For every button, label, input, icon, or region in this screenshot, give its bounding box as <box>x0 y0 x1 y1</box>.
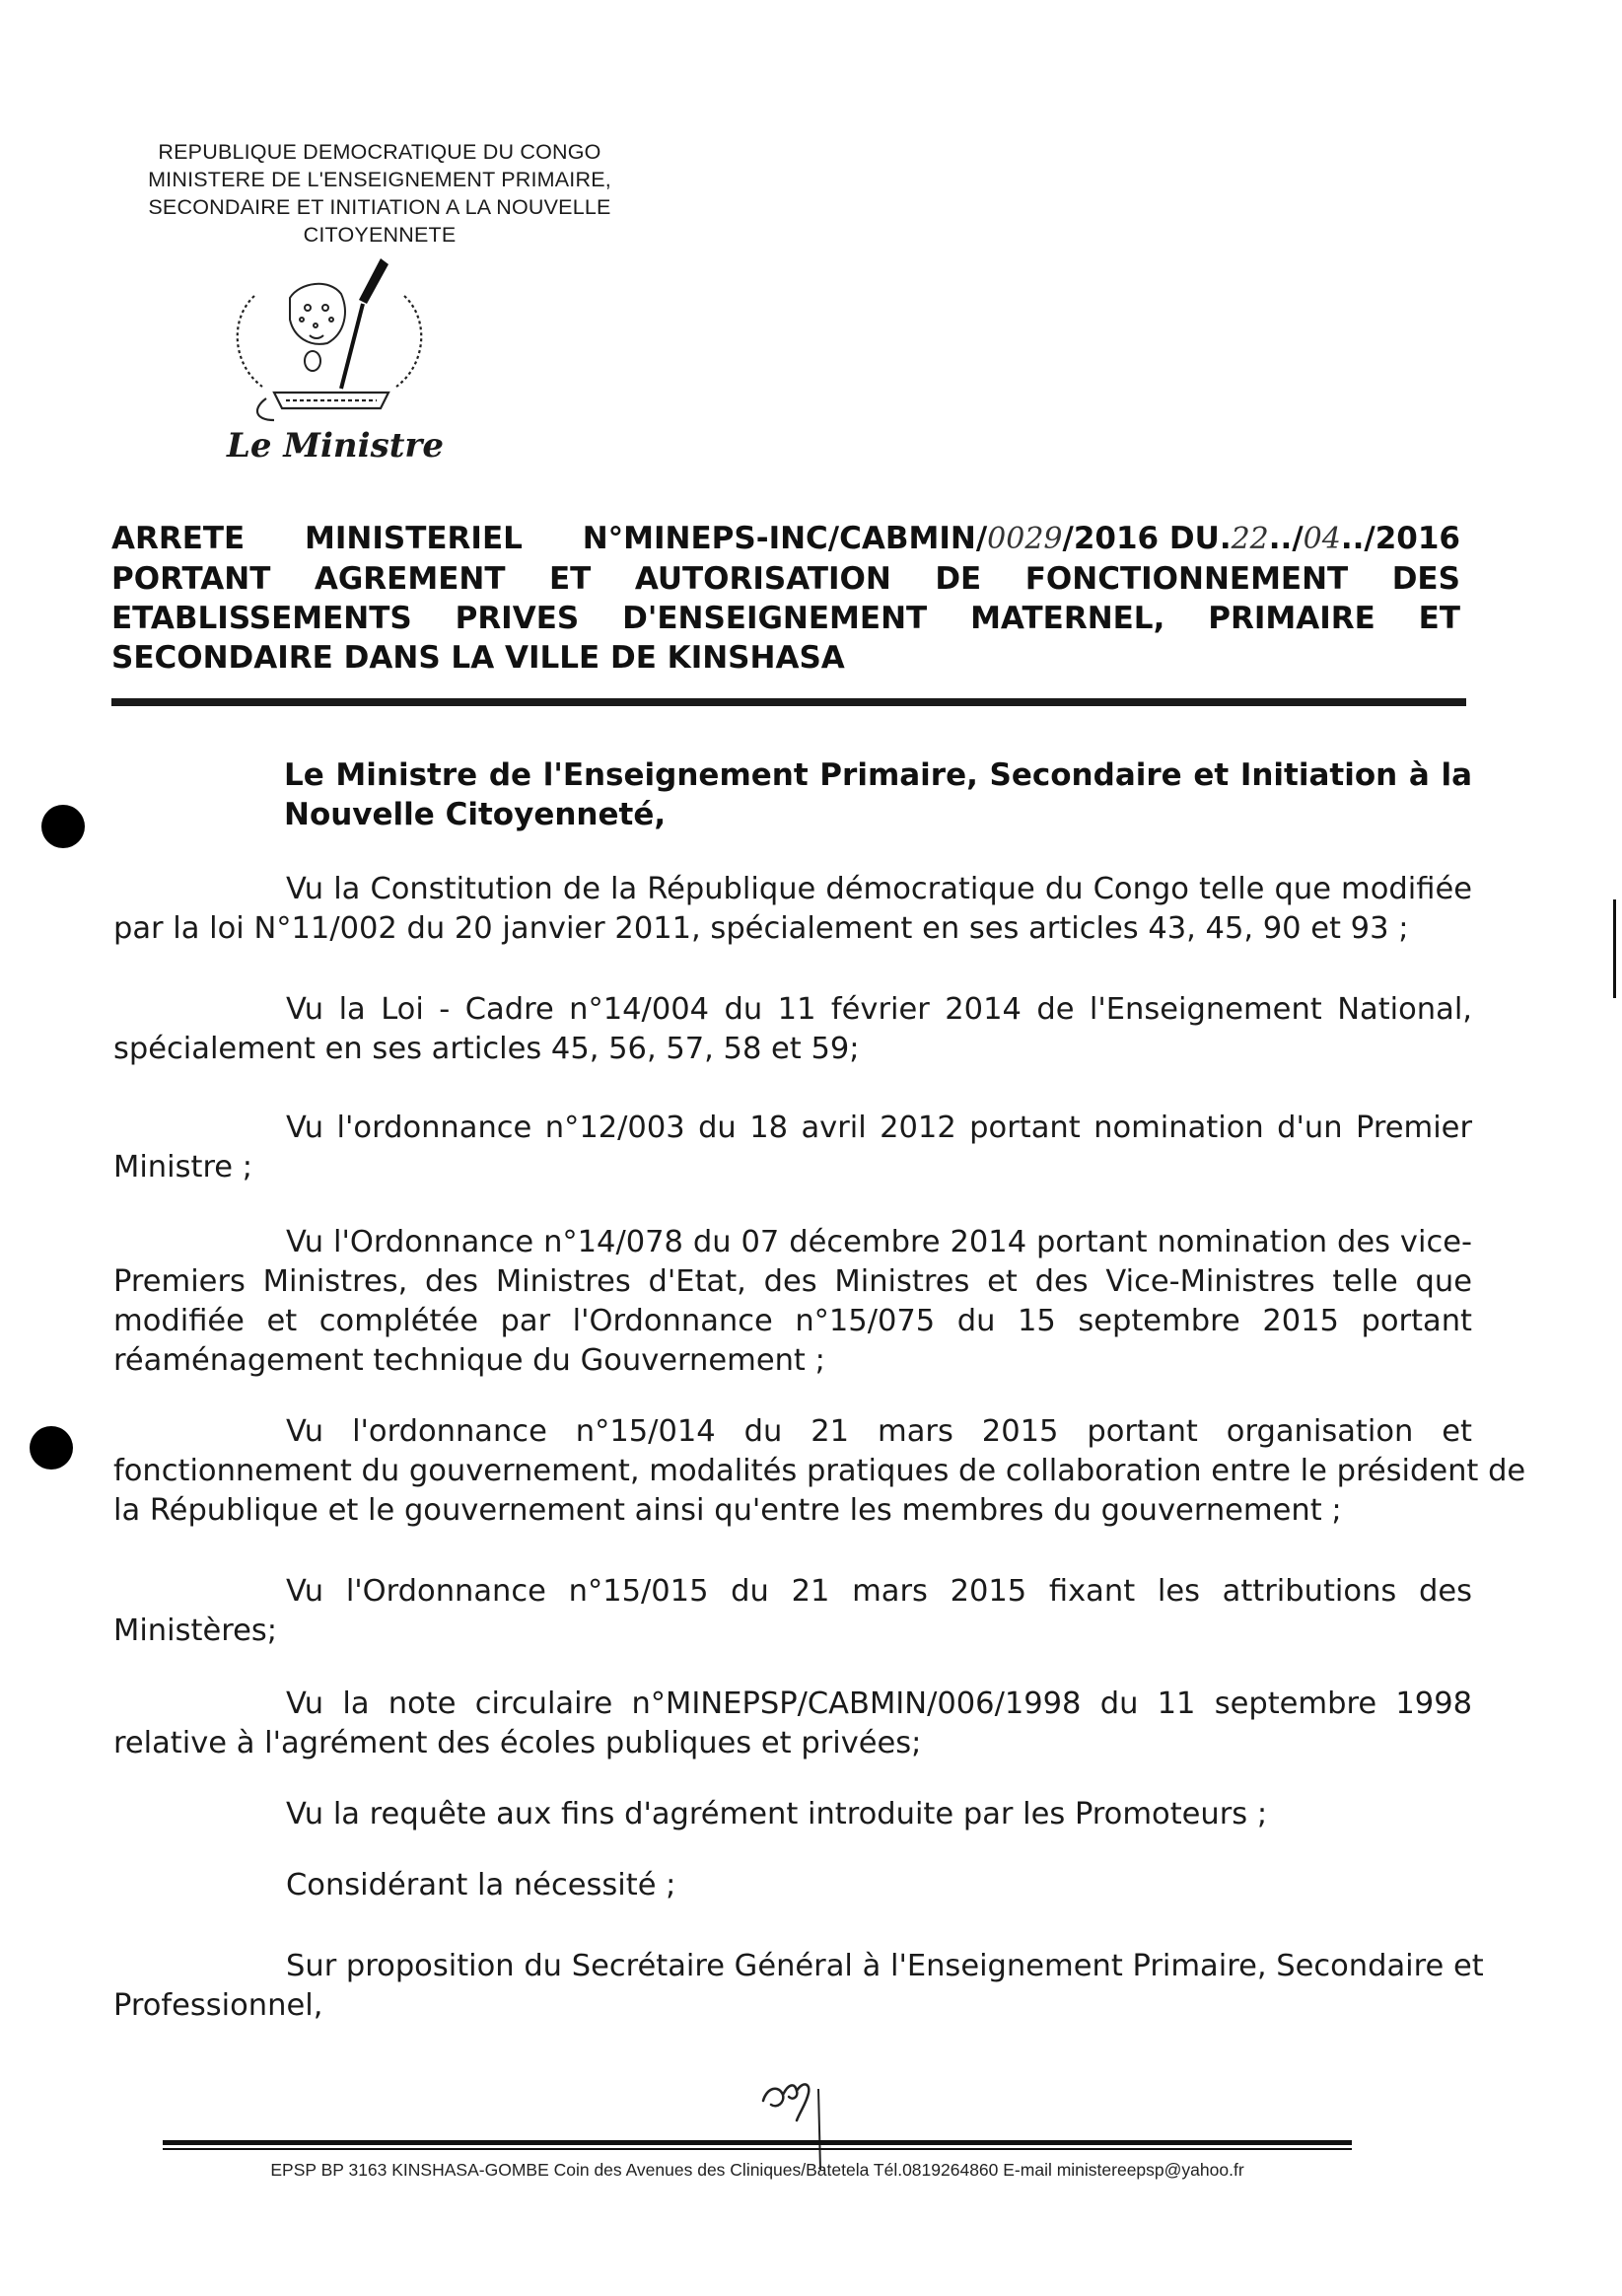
letterhead-line-ministry-cont: SECONDAIRE ET INITIATION A LA NOUVELLE <box>148 195 611 219</box>
paragraph-line: Vu l'Ordonnance n°15/015 du 21 mars 2015 fixant les attributions des <box>286 1574 1472 1609</box>
footer-address: EPSP BP 3163 KINSHASA-GOMBE Coin des Avenues des Cliniques/Batetela Tél.0819264860 E-mail ministereepsp@yahoo.fr <box>270 2160 1244 2180</box>
title-word: ET <box>1418 601 1460 636</box>
handwritten-initials-mark <box>749 2061 848 2170</box>
paragraph-line: spécialement en ses articles 45, 56, 57, 58 et 59; <box>113 1032 860 1066</box>
minister-heading <box>284 755 1472 834</box>
paragraph-prime-minister <box>113 1109 1472 1187</box>
decree-reference <box>583 519 1460 559</box>
reference-year: /2016 DU. <box>1062 521 1232 556</box>
handwritten-decree-number: 0029 <box>987 522 1063 556</box>
paragraph-line: Vu la Loi - Cadre n°14/004 du 11 février 2014 de l'Enseignement National, <box>286 992 1472 1027</box>
paragraph-ordinance-14-078 <box>113 1223 1472 1381</box>
date-year: ../2016 <box>1340 521 1460 556</box>
paragraph-line: Ministères; <box>113 1614 278 1648</box>
paragraph-line: relative à l'agrément des écoles publiques et privées; <box>113 1726 922 1760</box>
paragraph-necessity <box>113 1866 1472 1905</box>
title-word: AGREMENT <box>314 561 506 597</box>
paragraph-request <box>113 1795 1472 1834</box>
title-word: D'ENSEIGNEMENT <box>622 601 928 636</box>
title-word: ETABLISSEMENTS <box>111 601 412 636</box>
coat-of-arms-emblem <box>215 254 444 422</box>
minister-title-script: Le Ministre <box>227 426 444 466</box>
decree-title-line-2 <box>111 559 1460 599</box>
paragraph-line: par la loi N°11/002 du 20 janvier 2011, spécialement en ses articles 43, 45, 90 et 93 ; <box>113 911 1409 946</box>
decree-title <box>111 519 1460 678</box>
handwritten-month: 04 <box>1303 522 1341 556</box>
paragraph-ordinance-15-014 <box>113 1412 1526 1531</box>
footer-divider-thick <box>163 2140 1352 2145</box>
decree-title-line-1 <box>111 519 1460 559</box>
paragraph-line: fonctionnement du gouvernement, modalités pratiques de collaboration entre le président de <box>113 1454 1526 1488</box>
title-word: MATERNEL, <box>970 601 1165 636</box>
minister-heading-line-1: Le Ministre de l'Enseignement Primaire, Secondaire et Initiation à la <box>284 757 1472 793</box>
footer-divider-thin <box>163 2148 1352 2150</box>
paragraph-ordinance-15-015 <box>113 1572 1472 1651</box>
paragraph-line: Vu la note circulaire n°MINEPSP/CABMIN/006/1998 du 11 septembre 1998 <box>286 1686 1472 1721</box>
paragraph-line: Premiers Ministres, des Ministres d'Etat, des Ministres et des Vice-Ministres telle que <box>113 1264 1472 1299</box>
reference-prefix: N°MINEPS-INC/CABMIN/ <box>582 521 988 556</box>
date-separator: ../ <box>1268 521 1304 556</box>
title-divider <box>111 698 1466 706</box>
punch-hole-mark <box>41 805 85 848</box>
paragraph-line: réaménagement technique du Gouvernement ; <box>113 1343 825 1378</box>
paragraph-line: Sur proposition du Secrétaire Général à l'Enseignement Primaire, Secondaire et <box>286 1949 1484 1983</box>
title-word: PORTANT <box>111 561 271 597</box>
letterhead <box>69 138 690 249</box>
paragraph-line: Ministre ; <box>113 1150 253 1184</box>
paragraph-line: Considérant la nécessité ; <box>286 1868 676 1902</box>
title-word: FONCTIONNEMENT <box>1024 561 1349 597</box>
paragraph-line: Vu la Constitution de la République démocratique du Congo telle que modifiée <box>286 872 1472 906</box>
paragraph-circular-note <box>113 1685 1472 1763</box>
paragraph-framework-law <box>113 990 1472 1069</box>
paragraph-line: Vu l'ordonnance n°15/014 du 21 mars 2015 portant organisation et <box>286 1414 1472 1449</box>
title-word: ARRETE <box>111 521 246 556</box>
paragraph-line: Vu la requête aux fins d'agrément introduite par les Promoteurs ; <box>286 1797 1268 1831</box>
title-word: DES <box>1391 561 1460 597</box>
punch-hole-mark <box>30 1426 73 1470</box>
decree-title-line-4: SECONDAIRE DANS LA VILLE DE KINSHASA <box>111 640 845 676</box>
letterhead-line-country: REPUBLIQUE DEMOCRATIQUE DU CONGO <box>158 140 601 164</box>
title-word: AUTORISATION <box>634 561 891 597</box>
minister-heading-line-2: Nouvelle Citoyenneté, <box>284 797 667 832</box>
handwritten-day: 22 <box>1231 522 1269 556</box>
letterhead-line-ministry: MINISTERE DE L'ENSEIGNEMENT PRIMAIRE, <box>148 168 611 191</box>
title-word: ET <box>548 561 592 597</box>
letterhead-line-citizenship: CITOYENNETE <box>303 223 457 247</box>
paragraph-line: modifiée et complétée par l'Ordonnance n°15/075 du 15 septembre 2015 portant <box>113 1304 1472 1338</box>
title-word: MINISTERIEL <box>305 521 523 556</box>
paragraph-proposal <box>113 1947 1484 2026</box>
paragraph-line: Professionnel, <box>113 1988 323 2023</box>
paragraph-constitution <box>113 870 1472 949</box>
title-word: PRIVES <box>455 601 580 636</box>
paragraph-line: Vu l'Ordonnance n°14/078 du 07 décembre 2014 portant nomination des vice- <box>286 1225 1472 1259</box>
paragraph-line: la République et le gouvernement ainsi qu'entre les membres du gouvernement ; <box>113 1493 1342 1528</box>
paragraph-line: Vu l'ordonnance n°12/003 du 18 avril 2012 portant nomination d'un Premier <box>286 1111 1472 1145</box>
decree-title-line-3 <box>111 599 1460 638</box>
title-word: PRIMAIRE <box>1208 601 1375 636</box>
title-word: DE <box>935 561 982 597</box>
scan-edge-mark <box>1613 899 1616 998</box>
